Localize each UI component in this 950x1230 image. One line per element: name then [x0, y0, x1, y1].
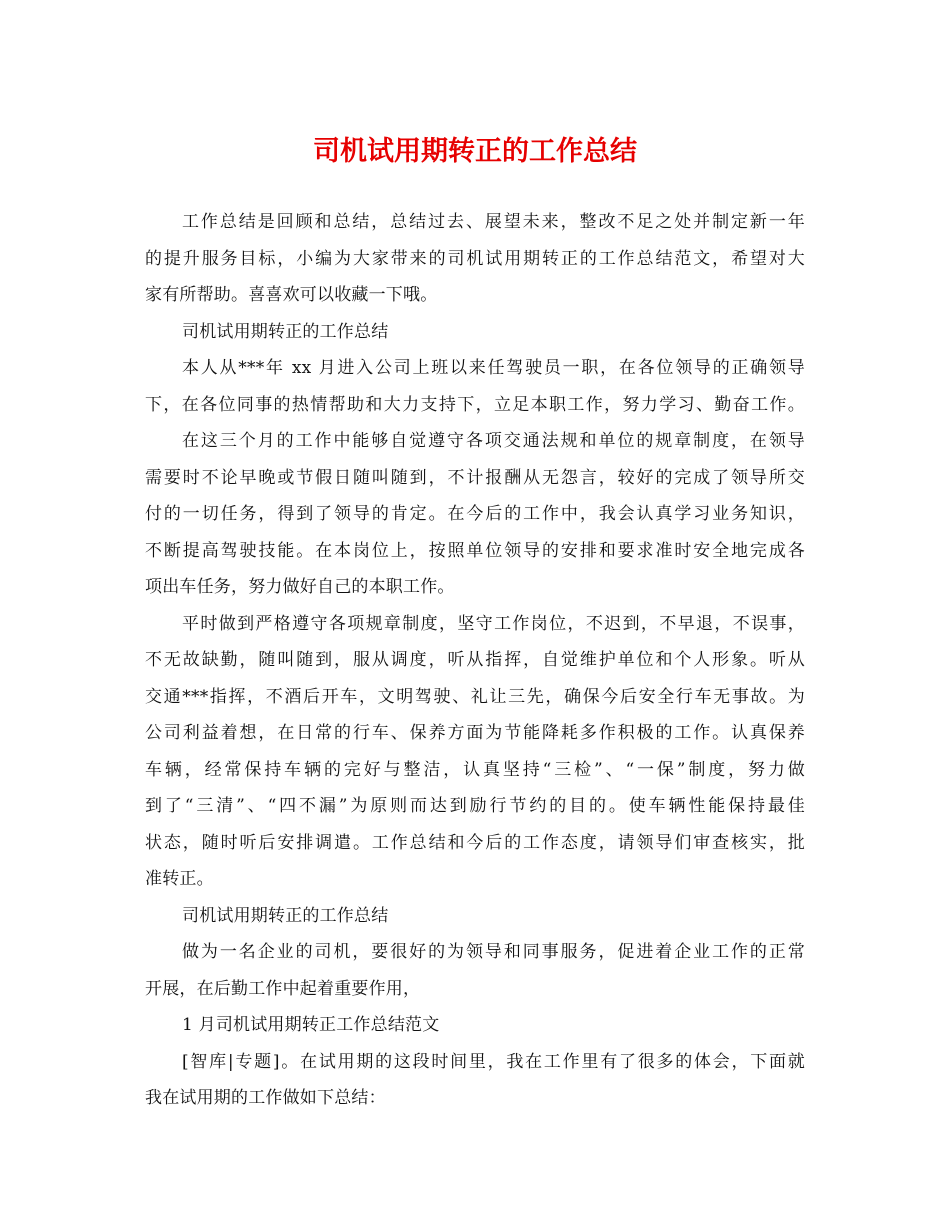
body-line: 到了“三清”、“四不漏”为原则而达到励行节约的目的。使车辆性能保持最佳 [145, 796, 805, 816]
body-line: 公司利益着想，在日常的行车、保养方面为节能降耗多作积极的工作。认真保养 [145, 723, 805, 743]
body-line: 项出车任务，努力做好自己的本职工作。 [145, 577, 455, 597]
body-line: 平时做到严格遵守各项规章制度，坚守工作岗位，不迟到，不早退，不误事， [182, 613, 805, 634]
section-heading: 司机试用期转正的工作总结 [182, 905, 389, 926]
body-line: 家有所帮助。喜喜欢可以收藏一下哦。 [145, 285, 438, 305]
body-line: 状态，随时听后安排调遣。工作总结和今后的工作态度，请领导们审查核实，批 [145, 832, 805, 853]
section-heading: 司机试用期转正的工作总结 [182, 321, 389, 342]
body-line: 车辆，经常保持车辆的完好与整洁，认真坚持“三检”、“一保”制度，努力做 [145, 759, 805, 780]
body-line: 的提升服务目标，小编为大家带来的司机试用期转正的工作总结范文，希望对大 [145, 248, 805, 269]
body-line: 需要时不论早晚或节假日随叫随到，不计报酬从无怨言，较好的完成了领导所交 [145, 467, 805, 488]
body-line: 下，在各位同事的热情帮助和大力支持下，立足本职工作，努力学习、勤奋工作。 [145, 394, 805, 415]
body-line: 交通***指挥，不酒后开车，文明驾驶、礼让三先，确保今后安全行车无事故。为 [145, 686, 805, 707]
document-body [145, 204, 805, 1117]
section-heading: 1 月司机试用期转正工作总结范文 [182, 1015, 440, 1035]
body-line: 在这三个月的工作中能够自觉遵守各项交通法规和单位的规章制度，在领导 [182, 431, 805, 451]
body-line: 本人从***年 xx 月进入公司上班以来任驾驶员一职，在各位领导的正确领导 [182, 358, 805, 378]
body-line: 开展，在后勤工作中起着重要作用， [145, 978, 421, 999]
body-line: 不无故缺勤，随叫随到，服从调度，听从指挥，自觉维护单位和个人形象。听从 [145, 650, 805, 670]
body-line: 不断提高驾驶技能。在本岗位上，按照单位领导的安排和要求准时安全地完成各 [145, 540, 805, 561]
body-line: 付的一切任务，得到了领导的肯定。在今后的工作中，我会认真学习业务知识， [145, 504, 805, 524]
document-title: 司机试用期转正的工作总结 [313, 136, 637, 167]
body-line: 我在试用期的工作做如下总结： [145, 1088, 386, 1108]
body-line: [智库|专题]。在试用期的这段时间里，我在工作里有了很多的体会，下面就 [182, 1051, 805, 1072]
body-line: 准转正。 [145, 869, 214, 889]
body-line: 工作总结是回顾和总结，总结过去、展望未来，整改不足之处并制定新一年 [182, 212, 805, 232]
body-line: 做为一名企业的司机，要很好的为领导和同事服务，促进着企业工作的正常 [182, 942, 805, 962]
